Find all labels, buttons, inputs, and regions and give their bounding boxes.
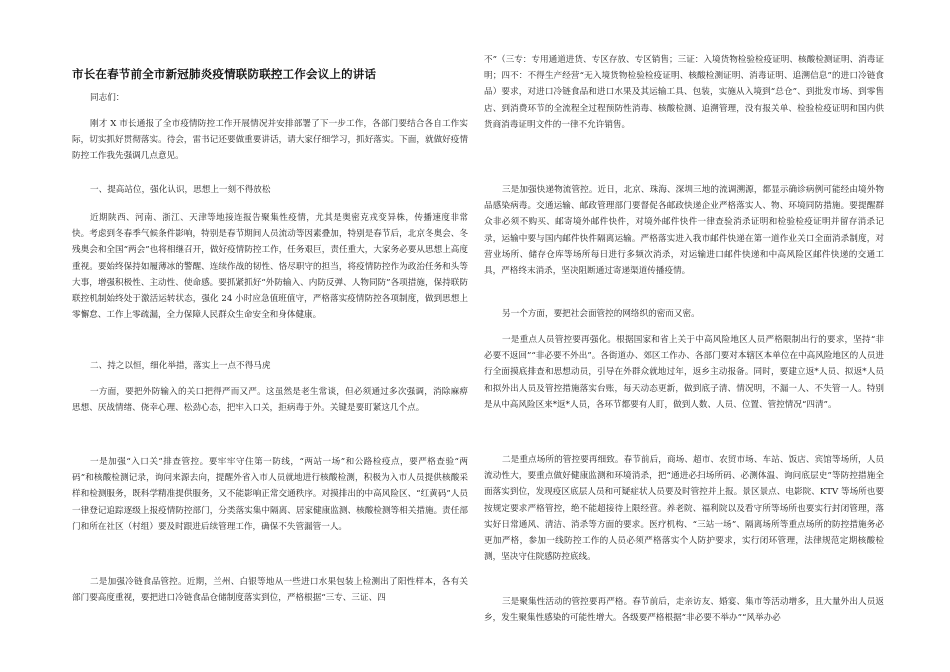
- paragraph: 三是加强快递物流管控。近日，北京、珠海、深圳三地的流调溯源，都显示确诊病例可能经由境外物品感染病毒。交通运输、邮政管理部门要督促各邮政快递企业严格落实人、物、环境同防措施。要提醒群众非必须不购买、邮寄境外邮件快件，对境外邮件快件一律查验消杀证明和检验检疫证明并留存消杀记录，运输中要与国内邮件快件隔离运输。严格落实进入我市邮件快递在第一道作业关口全面消杀制度，对营业场所、储存仓库等场所每日进行多频次消杀，对运输进口邮件快递和中高风险区邮件快递的交通工具，严格终末消杀，坚决阻断通过寄递渠道传播疫情。: [484, 185, 884, 277]
- heading: 一、提高站位，强化认识，思想上一刻不得放松: [90, 185, 271, 195]
- paragraph: 三是聚集性活动的管控要再严格。春节前后，走亲访友、婚宴、集市等活动增多，且大量外出人员返乡，发生聚集性感染的可能性增大。各级要严格根据“非必要不举办”“风举办必: [484, 597, 884, 624]
- document-title: 市长在春节前全市新冠肺炎疫情联防联控工作会议上的讲话: [72, 67, 377, 81]
- express-logistics-paragraph: [484, 182, 884, 279]
- section-2-intro-paragraph: [72, 384, 468, 416]
- salutation-paragraph: [72, 90, 468, 106]
- section-heading-1: [72, 182, 468, 198]
- opening-paragraph: [72, 116, 468, 165]
- paragraph: 另一个方面，要把社会面管控的网络织的密而又密。: [502, 309, 700, 319]
- paragraph: 不”（三专：专用通道进货、专区存放、专区销售；三证：入境货物检验检疫证明、核酸检测证明、消毒证明；四不：不得生产经营“无入境货物检验检疫证明、核酸检测证明、消毒证明、追溯信息”的进口冷链食品）要求，对进口冷链食品和进口水果及其运输工具、包装，实施从入境到“总仓”、到批发市场、到零售店、到消费环节的全流程全过程预防性消毒、核酸检测、追溯管理，没有报关单、检验检疫证明和国内供货商消毒证明文件的一律不允许销售。: [484, 55, 884, 130]
- section-heading-2: [72, 358, 468, 374]
- paragraph: 一是重点人员管控要再强化。根据国家和省上关于中高风险地区人员严格限制出行的要求，坚持“非必要不返回”“非必要不外出”。各街道办、郊区工作办、各部门要对本辖区本单位在中高风险地区的人员进行全面摸底排查和思想动员，引导在外群众就地过年，返乡主动报备。同时，要建立返*人员、拟返*人员和拟外出人员及管控措施落实台账，每天动态更新，做到底子清、情况明，不漏一人、不失管一人。特别是从中高风险区来*返*人员，各环节都要有人盯，做到人数、人员、位置、管控情况“四清”。: [484, 335, 884, 410]
- entry-control-paragraph: [72, 454, 468, 535]
- gathering-activities-paragraph: [484, 594, 884, 626]
- heading: 二、持之以恒，细化举措，落实上一点不得马虎: [90, 361, 271, 371]
- key-personnel-paragraph: [484, 332, 884, 413]
- paragraph: 刚才 X 市长通报了全市疫情防控工作开展情况并安排部署了下一步工作，各部门要结合各自工作实际，切实抓好贯彻落实。待会，雷书记还要做重要讲话，请大家仔细学习，抓好落实。下面，就做好疫情防控工作我先强调几点意见。: [72, 119, 468, 162]
- paragraph: 同志们：: [90, 93, 125, 103]
- paragraph: 近期陕西、河南、浙江、天津等地接连报告聚集性疫情，尤其是奥密克戎变异株，传播速度非常快。考虑到冬春季气候条件影响，特别是春节期间人员流动等因素叠加，特别是春节后，北京冬奥会、冬残奥会和全国“两会”也将相继召开，做好疫情防控工作，任务艰巨，责任重大，大家务必要从思想上高度重视。要始终保持如履薄冰的警醒、连续作战的韧性、恪尽职守的担当，将疫情防控作为政治任务和头等大事，增强积极性、主动性、使命感。要抓紧抓好“外防输入、内防反弹、人物同防”各项措施，保持联防联控机制始终处于激活运转状态，强化 24 小时应急值班值守，严格落实疫情防控各项制度，做到思想上零懈怠、工作上零疏漏，全力保障人民群众生命安全和身体健康。: [72, 213, 468, 321]
- cold-chain-continued-paragraph: [484, 52, 884, 133]
- cold-chain-paragraph: [72, 574, 468, 606]
- paragraph: 一方面，要把外防输入的关口把得严而又严。这虽然是老生常谈，但必须通过多次强调，消除麻痹思想、厌战情绪、侥幸心理、松劲心态，把牢入口关，拒病毒于外。关键是要盯紧这几个点。: [72, 387, 468, 414]
- paragraph: 二是重点场所的管控要再细致。春节前后，商场、超市、农贸市场、车站、饭店、宾馆等场所，人员流动性大，要重点做好健康监测和环境消杀，把“通进必扫场所码、必测体温、询问底层史”等防控措施全面落实到位，发现疫区底层人员和可疑症状人员要及时管控并上报。景区景点、电影院、KTV 等场所也要按规定要求严格管控，绝不能超接待上限经营。养老院、福利院以及看守所等场所也要实行封闭管理，落实好日常通风、清洁、消杀等方面的要求。医疗机构、“三站一场”、隔离场所等重点场所的防控措施务必更加严格，参加一线防控工作的人员必须严格落实个人防护要求，实行闭环管理，法律规范定期核酸检测，坚决守住院感防控底线。: [484, 455, 884, 563]
- paragraph: 二是加强冷链食品管控。近期，兰州、白银等地从一些进口水果包装上检测出了阳性样本，各有关部门要高度重视，要把进口冷链食品仓储制度落实到位，严格根据“三专、三证、四: [72, 577, 468, 604]
- section-1-paragraph: [72, 210, 468, 323]
- paragraph: 一是加强“入口关”排查管控。要牢牢守住第一防线，“两站一场”和公路检疫点，要严格查验“两码”和核酸检测记录，询问来源去向，提醒外省入市人员就地进行核酸检测，积极为入市人员提供核酸采样和检测服务，既科学精准提供服务，又不能影响正常交通秩序。对摸排出的中高风险区、“红黄码”人员一律登记追踪逐级上报疫情防控部门，分类落实集中隔离、居家健康监测、核酸检测等相关措施。责任部门和所在社区（村组）要及时跟进后续管理工作，确保不失管漏管一人。: [72, 457, 468, 532]
- key-places-paragraph: [484, 452, 884, 565]
- social-control-paragraph: [484, 306, 884, 322]
